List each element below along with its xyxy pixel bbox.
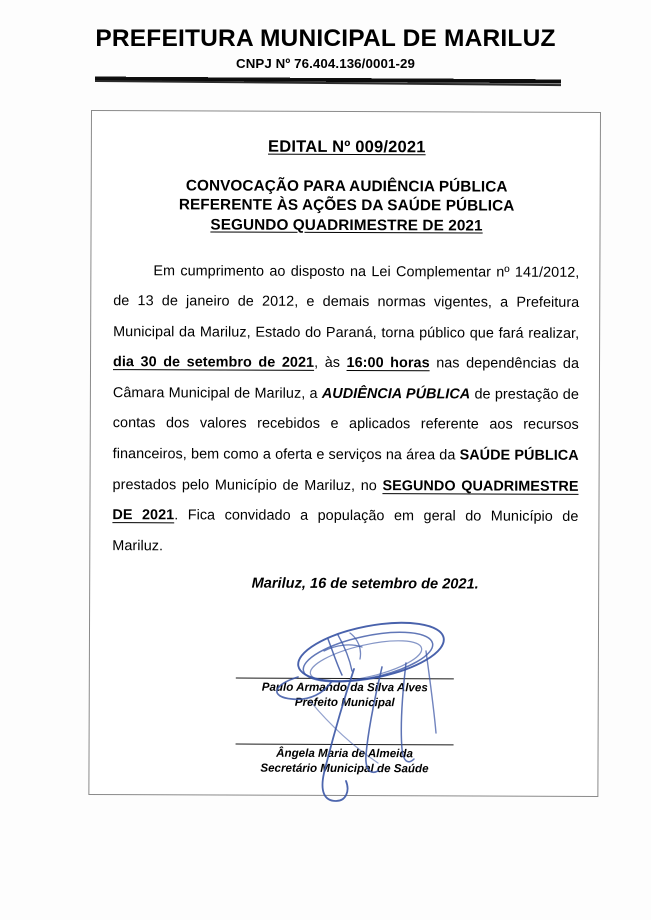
edital-number-text: EDITAL Nº 009/2021 xyxy=(268,137,426,157)
place-and-date: Mariluz, 16 de setembro de 2021. xyxy=(251,575,479,593)
letterhead xyxy=(0,26,651,71)
body-segment-2: , às xyxy=(314,355,347,372)
signatory-name: Ângela Maria de Almeida xyxy=(276,746,413,761)
event-time-emphasis: 16:00 horas xyxy=(346,355,430,372)
signature-block-mayor xyxy=(90,677,600,712)
organization-cnpj: CNPJ Nº 76.404.136/0001-29 xyxy=(236,55,415,71)
signature-line xyxy=(236,744,454,746)
document-border-box xyxy=(88,110,601,797)
signatory-role: Secretário Municipal de Saúde xyxy=(260,761,429,776)
signature-block-health-secretary xyxy=(89,743,599,778)
edital-number xyxy=(114,137,580,158)
body-segment-5: prestados pelo Município de Mariluz, no xyxy=(112,476,383,494)
event-date-emphasis: dia 30 de setembro de 2021 xyxy=(113,354,315,372)
subject-line-3: SEGUNDO QUADRIMESTRE DE 2021 xyxy=(210,215,483,235)
body-segment-1: Em cumprimento ao disposto na Lei Complementar nº 141/2012, de 13 de janeiro de 2012, e demais normas vigentes, a Prefeitura Municipal da Mariluz, Estado do Paraná, torna público que fará realizar, xyxy=(113,263,580,342)
quadrimestre-emphasis: SEGUNDO QUADRIMESTRE DE 2021 xyxy=(112,477,579,524)
signatory-name: Paulo Armando da Silva Alves xyxy=(261,680,428,695)
body-segment-4: de prestação de contas dos valores recebidos e aplicados referente aos recursos financeiros, bem como a oferta e serviços na área da xyxy=(112,386,579,464)
body-segment-3: nas dependências da Câmara Municipal de Mariluz, a xyxy=(112,355,580,402)
subject-line-1: CONVOCAÇÃO PARA AUDIÊNCIA PÚBLICA xyxy=(185,177,508,196)
saude-publica-emphasis: SAÚDE PÚBLICA xyxy=(459,447,579,464)
signature-line xyxy=(236,678,454,680)
body-paragraph xyxy=(112,256,579,563)
signatory-role: Prefeito Municipal xyxy=(294,695,395,709)
audiencia-publica-emphasis: AUDIÊNCIA PÚBLICA xyxy=(321,385,471,403)
document-subject xyxy=(114,176,580,236)
organization-title: PREFEITURA MUNICIPAL DE MARILUZ xyxy=(95,25,556,52)
subject-line-2: REFERENTE ÀS AÇÕES DA SAÚDE PÚBLICA xyxy=(178,196,515,215)
body-segment-6: . Fica convidado a população em geral do Município de Mariluz. xyxy=(112,507,579,554)
document-content xyxy=(90,111,602,593)
